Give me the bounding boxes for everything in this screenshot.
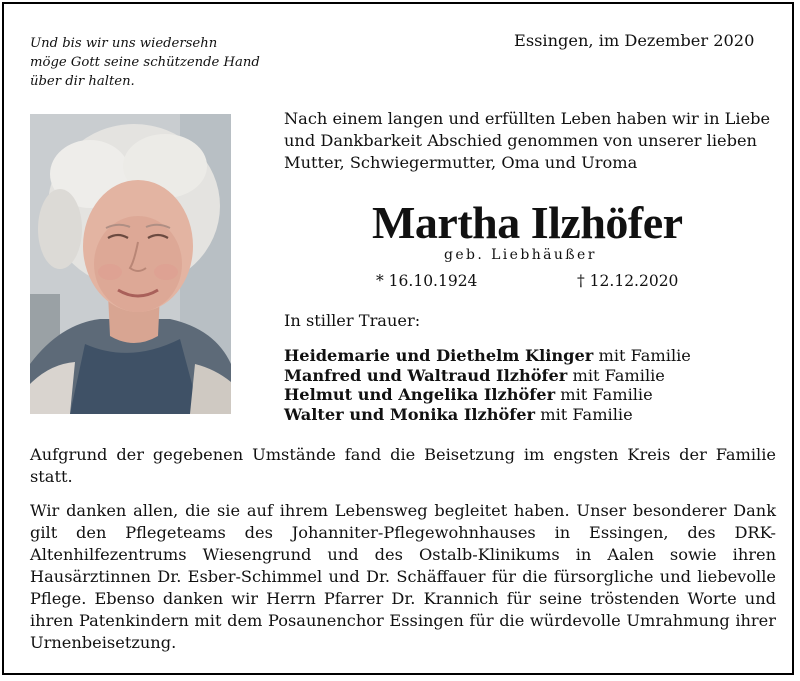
mourner-entry [284,346,691,366]
mourners-list [284,346,691,424]
deceased-name: Martha Ilzhöfer [372,197,683,248]
mourner-entry [284,405,691,425]
portrait-photo [30,114,231,414]
portrait-illustration [30,114,231,414]
mourner-suffix: mit Familie [598,346,691,365]
mourner-names: Manfred und Waltraud Ilzhöfer [284,365,568,385]
memorial-verse [30,34,290,91]
burial-note: Aufgrund der gegebenen Umstände fand die Beisetzung im engsten Kreis der Familie statt. [30,445,776,486]
mourner-names: Heidemarie und Diethelm Klinger [284,346,594,365]
intro-line: und Dankbarkeit Abschied genommen von unserer lieben [284,131,757,150]
intro-text [284,108,774,174]
place-and-date: Essingen, im Dezember 2020 [514,31,755,50]
mourner-suffix: mit Familie [540,404,633,424]
birth-name: geb. Liebhäußer [444,247,597,263]
intro-line: Mutter, Schwiegermutter, Oma und Uroma [284,153,638,172]
verse-line: über dir halten. [30,74,135,89]
intro-line: Nach einem langen und erfüllten Leben haben wir in Liebe [284,109,771,128]
thanks-paragraph: Wir danken allen, die sie auf ihrem Lebensweg begleitet haben. Unser besonderer Dank gilt den Pflegeteams des Johanniter-Pflegewohnhauses in Essingen, des DRK-Altenhilfezentrums Wiesengrund und des Ostalb-Klinikums in Aalen sowie ihren Hausärztinnen Dr. Esber-Schimmel und Dr. Schäffauer für die fürsorgliche und liebevolle Pflege. Ebenso danken wir Herrn Pfarrer Dr. Krannich für seine tröstenden Worte und ihren Patenkindern mit dem Posaunenchor Essingen für die würdevolle Umrahmung ihrer Urnenbeisetzung. [30,501,776,652]
mourner-entry [284,385,691,405]
obituary-notice [2,2,794,675]
mourner-entry [284,366,691,386]
mourner-names: Helmut und Angelika Ilzhöfer [284,385,556,404]
birth-date: * 16.10.1924 [376,272,478,290]
mourning-heading: In stiller Trauer: [284,311,421,330]
mourner-suffix: mit Familie [560,385,653,404]
mourner-suffix: mit Familie [572,365,665,385]
verse-line: Und bis wir uns wiedersehn [30,36,218,51]
death-date: † 12.12.2020 [577,272,679,290]
verse-line: möge Gott seine schützende Hand [30,55,260,70]
mourner-names: Walter und Monika Ilzhöfer [284,404,536,424]
